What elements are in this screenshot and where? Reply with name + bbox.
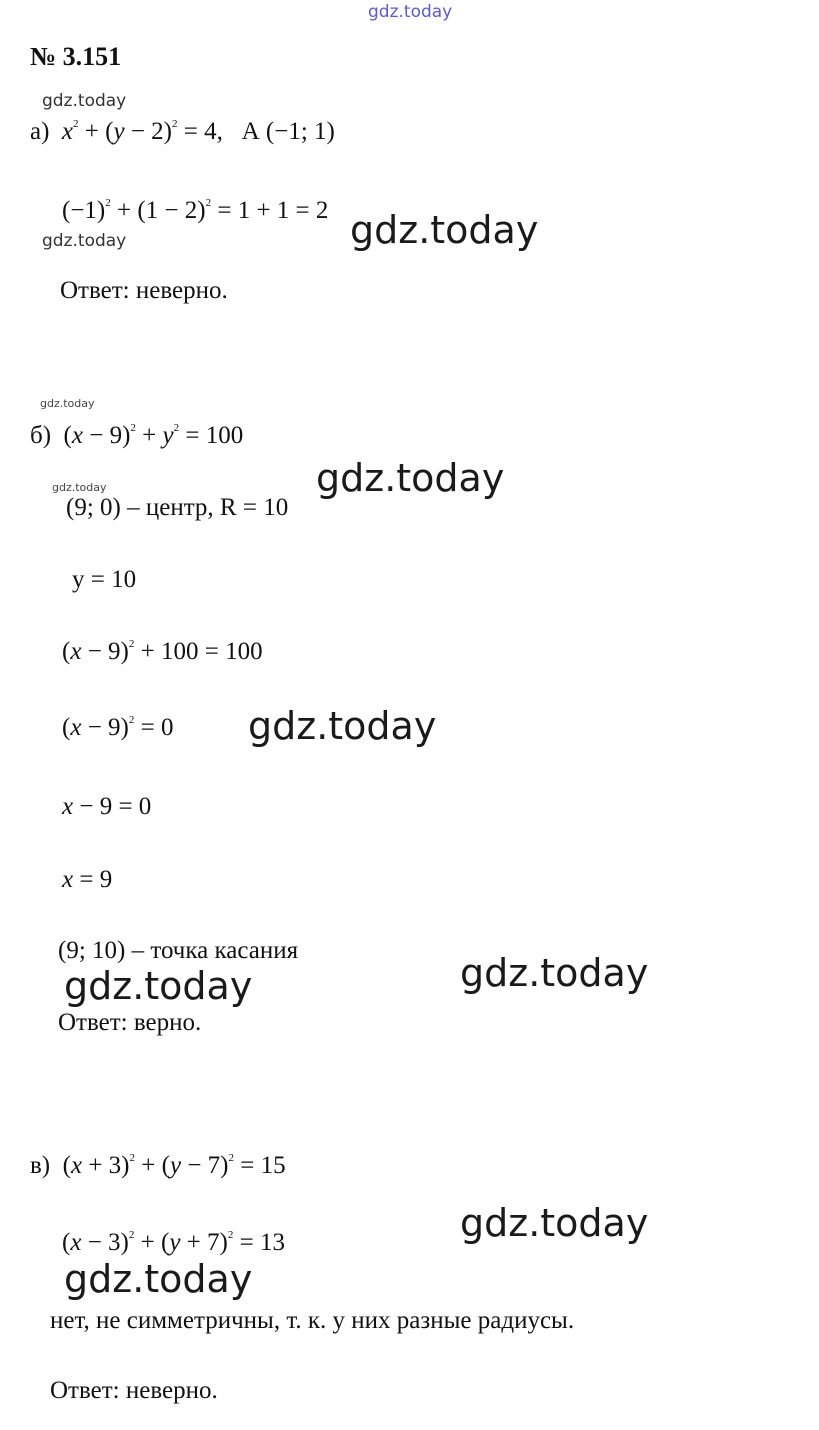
watermark: gdz.today xyxy=(460,951,649,995)
problem-number: № 3.151 xyxy=(30,42,122,71)
part-a-answer: Ответ: неверно. xyxy=(60,277,228,304)
part-b-equation xyxy=(30,421,243,451)
part-b-formula: $(x - 9)^2 + y^2 = 100$ xyxy=(57,422,244,449)
watermark: gdz.today xyxy=(248,704,437,748)
watermark: gdz.today xyxy=(42,91,127,111)
watermark: gdz.today xyxy=(460,1201,649,1245)
part-a-check: $(-1)^2 + (1 - 2)^2 = 1 + 1 = 2$ xyxy=(62,197,329,224)
watermark: gdz.today xyxy=(52,481,107,494)
part-b-label: б) xyxy=(30,422,52,449)
part-b-answer: Ответ: верно. xyxy=(58,1009,202,1036)
part-a-equation xyxy=(30,117,335,147)
watermark: gdz.today xyxy=(368,2,453,22)
part-a-label: а) xyxy=(30,118,50,145)
part-b-substitution: $(x - 9)^2 + 100 = 100$ xyxy=(62,638,263,665)
part-b-linear: x − 9 = 0 xyxy=(62,793,152,820)
part-c-label: в) xyxy=(30,1152,51,1179)
part-b-solution: x = 9 xyxy=(62,866,113,893)
part-b-square: $(x - 9)^2 = 0$ xyxy=(62,714,174,741)
part-b-tangent-point: (9; 10) – точка касания xyxy=(58,937,299,964)
part-c-answer: Ответ: неверно. xyxy=(50,1377,218,1404)
watermark: gdz.today xyxy=(64,1257,253,1301)
part-a-formula: $x^2 + (y - 2)^2 = 4$, xyxy=(61,118,236,145)
part-a-point: А (−1; 1) xyxy=(241,118,335,145)
watermark: gdz.today xyxy=(40,397,95,410)
watermark: gdz.today xyxy=(316,456,505,500)
watermark: gdz.today xyxy=(350,208,539,252)
watermark: gdz.today xyxy=(42,231,127,251)
part-b-center: (9; 0) – центр, R = 10 xyxy=(66,494,289,521)
part-c-equation-1 xyxy=(30,1151,286,1181)
part-c-formula-1: $(x + 3)^2 + (y - 7)^2 = 15$ xyxy=(56,1152,286,1179)
part-b-y-line: y = 10 xyxy=(72,566,137,593)
part-c-conclusion: нет, не симметричны, т. к. у них разные радиусы. xyxy=(50,1307,575,1334)
part-c-equation-2: $(x - 3)^2 + (y + 7)^2 = 13$ xyxy=(62,1229,285,1256)
watermark: gdz.today xyxy=(64,964,253,1008)
